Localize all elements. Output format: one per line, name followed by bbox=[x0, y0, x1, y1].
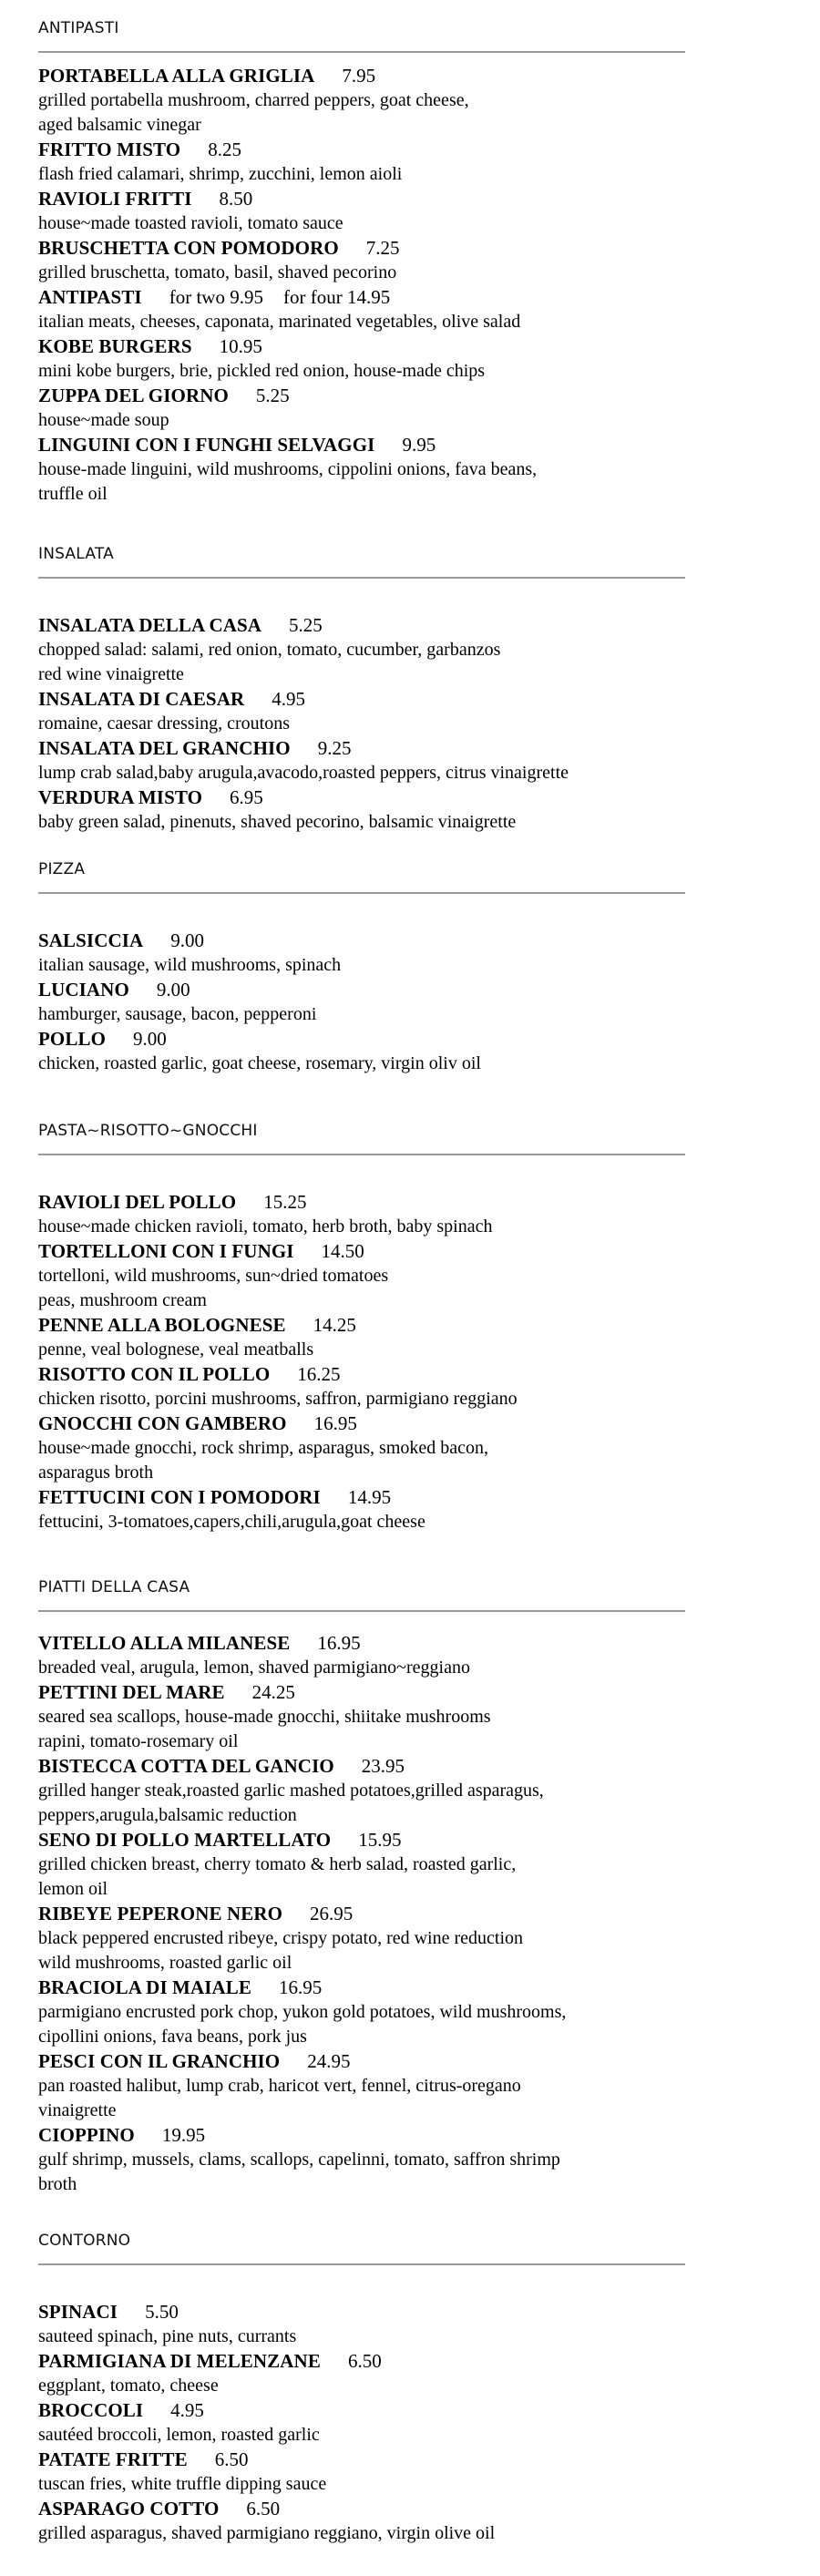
item-price: 26.95 bbox=[310, 1903, 354, 1924]
item-price: 24.95 bbox=[307, 2050, 351, 2072]
item-description: fettucini, 3-tomatoes,capers,chili,arugula,goat cheese bbox=[38, 1512, 425, 1532]
item-description: pan roasted halibut, lump crab, haricot vert, fennel, citrus-oregano bbox=[38, 2076, 521, 2096]
item-price: 6.50 bbox=[246, 2498, 281, 2520]
menu-item bbox=[38, 1828, 685, 1902]
item-price: 5.25 bbox=[289, 614, 323, 636]
item-price: 5.50 bbox=[145, 2301, 179, 2323]
item-description: cipollini onions, fava beans, pork jus bbox=[38, 2027, 307, 2047]
item-name: PARMIGIANA DI MELENZANE bbox=[38, 2350, 321, 2372]
menu-item bbox=[38, 1485, 685, 1534]
item-price-large: for four 14.95 bbox=[282, 286, 391, 308]
menu-item bbox=[38, 2123, 685, 2197]
item-price: 14.50 bbox=[321, 1240, 364, 1262]
item-description: gulf shrimp, mussels, clams, scallops, capelinni, tomato, saffron shrimp bbox=[38, 2150, 560, 2170]
item-name: PESCI CON IL GRANCHIO bbox=[38, 2050, 281, 2072]
section-pizza bbox=[38, 859, 685, 1073]
item-name: BISTECCA COTTA DEL GANCIO bbox=[38, 1755, 334, 1777]
item-price: 24.25 bbox=[251, 1681, 295, 1703]
item-name: SENO DI POLLO MARTELLATO bbox=[38, 1829, 332, 1851]
menu-item-list bbox=[38, 1631, 685, 2197]
item-description: italian meats, cheeses, caponata, marinated vegetables, olive salad bbox=[38, 312, 521, 332]
menu-item bbox=[38, 2497, 685, 2546]
item-name: ZUPPA DEL GIORNO bbox=[38, 385, 229, 406]
menu-item bbox=[38, 334, 685, 384]
menu-item-list bbox=[38, 64, 685, 507]
item-name: VERDURA MISTO bbox=[38, 786, 203, 808]
item-price: 5.25 bbox=[255, 385, 290, 406]
item-name: ASPARAGO COTTO bbox=[38, 2498, 220, 2520]
item-price: 16.95 bbox=[279, 1976, 323, 1998]
menu-item bbox=[38, 2300, 685, 2349]
item-name: RAVIOLI FRITTI bbox=[38, 188, 192, 210]
section-divider bbox=[38, 2263, 685, 2265]
menu-item bbox=[38, 1313, 685, 1362]
item-name: RISOTTO CON IL POLLO bbox=[38, 1363, 271, 1385]
item-name: FETTUCINI CON I POMODORI bbox=[38, 1486, 321, 1508]
item-price: 9.00 bbox=[170, 929, 205, 951]
item-price: 9.00 bbox=[133, 1028, 167, 1050]
item-price: 6.95 bbox=[230, 786, 263, 808]
section-divider bbox=[38, 892, 685, 894]
menu-item bbox=[38, 285, 685, 334]
menu-item bbox=[38, 736, 685, 785]
section-heading: PIATTI DELLA CASA bbox=[38, 1578, 190, 1596]
item-description: italian sausage, wild mushrooms, spinach bbox=[38, 955, 342, 975]
item-description: sautéed broccoli, lemon, roasted garlic bbox=[38, 2425, 320, 2445]
section-divider bbox=[38, 51, 685, 53]
item-description: eggplant, tomato, cheese bbox=[38, 2376, 219, 2396]
menu-item bbox=[38, 384, 685, 433]
item-name: BROCCOLI bbox=[38, 2399, 144, 2421]
section-divider bbox=[38, 1154, 685, 1155]
item-description: peas, mushroom cream bbox=[38, 1290, 207, 1310]
item-description: house~made gnocchi, rock shrimp, asparagus, smoked bacon, bbox=[38, 1438, 489, 1458]
item-description: hamburger, sausage, bacon, pepperoni bbox=[38, 1004, 317, 1024]
menu-item bbox=[38, 1411, 685, 1485]
item-name: POLLO bbox=[38, 1028, 107, 1050]
item-description: mini kobe burgers, brie, pickled red onion, house-made chips bbox=[38, 361, 486, 381]
item-description: chicken risotto, porcini mushrooms, saffron, parmigiano reggiano bbox=[38, 1389, 518, 1409]
item-description: aged balsamic vinegar bbox=[38, 115, 201, 135]
item-name: BRACIOLA DI MAIALE bbox=[38, 1976, 251, 1998]
menu-item bbox=[38, 1976, 685, 2049]
item-price: 9.00 bbox=[156, 979, 190, 1001]
menu-item-list bbox=[38, 613, 685, 835]
item-price: 8.50 bbox=[219, 188, 253, 210]
item-name: INSALATA DI CAESAR bbox=[38, 688, 245, 710]
item-name: RAVIOLI DEL POLLO bbox=[38, 1191, 237, 1213]
item-description: truffle oil bbox=[38, 484, 108, 504]
item-name: PATATE FRITTE bbox=[38, 2448, 188, 2470]
item-price: 4.95 bbox=[170, 2399, 204, 2421]
item-description: wild mushrooms, roasted garlic oil bbox=[38, 1953, 292, 1973]
menu-item bbox=[38, 2398, 685, 2448]
menu-item bbox=[38, 2448, 685, 2497]
menu-item bbox=[38, 1027, 685, 1076]
item-name: INSALATA DEL GRANCHIO bbox=[38, 737, 291, 759]
item-price: 9.25 bbox=[317, 737, 352, 759]
item-price: 16.95 bbox=[313, 1412, 357, 1434]
item-name: LINGUINI CON I FUNGHI SELVAGGI bbox=[38, 434, 375, 456]
menu-item bbox=[38, 64, 685, 138]
section-heading: INSALATA bbox=[38, 545, 114, 563]
item-name: PORTABELLA ALLA GRIGLIA bbox=[38, 65, 315, 87]
item-description: grilled portabella mushroom, charred peppers, goat cheese, bbox=[38, 90, 469, 110]
item-name: VITELLO ALLA MILANESE bbox=[38, 1632, 291, 1654]
item-name: TORTELLONI CON I FUNGI bbox=[38, 1240, 294, 1262]
item-description: house~made chicken ravioli, tomato, herb broth, baby spinach bbox=[38, 1216, 493, 1237]
item-description: chopped salad: salami, red onion, tomato, cucumber, garbanzos bbox=[38, 640, 501, 660]
menu-item bbox=[38, 613, 685, 687]
item-description: red wine vinaigrette bbox=[38, 664, 184, 684]
item-name: BRUSCHETTA CON POMODORO bbox=[38, 237, 339, 259]
menu-item bbox=[38, 1190, 685, 1239]
item-description: lemon oil bbox=[38, 1879, 108, 1899]
item-price: 14.95 bbox=[347, 1486, 392, 1508]
item-name: SPINACI bbox=[38, 2301, 118, 2323]
item-price: 15.25 bbox=[263, 1191, 307, 1213]
menu-item bbox=[38, 2049, 685, 2123]
item-description: flash fried calamari, shrimp, zucchini, lemon aioli bbox=[38, 164, 403, 184]
item-price: 6.50 bbox=[347, 2350, 382, 2372]
item-description: asparagus broth bbox=[38, 1462, 154, 1483]
item-name: SALSICCIA bbox=[38, 929, 144, 951]
menu-item bbox=[38, 929, 685, 978]
item-description: chicken, roasted garlic, goat cheese, rosemary, virgin oliv oil bbox=[38, 1053, 481, 1073]
item-description: seared sea scallops, house-made gnocchi, shiitake mushrooms bbox=[38, 1707, 491, 1727]
item-name: KOBE BURGERS bbox=[38, 335, 192, 357]
menu-item bbox=[38, 1239, 685, 1313]
item-description: tortelloni, wild mushrooms, sun~dried tomatoes bbox=[38, 1266, 389, 1286]
section-insalata bbox=[38, 544, 685, 832]
item-price: for two 9.95 bbox=[169, 286, 263, 308]
section-heading: PIZZA bbox=[38, 860, 86, 878]
menu-item bbox=[38, 187, 685, 236]
item-description: black peppered encrusted ribeye, crispy potato, red wine reduction bbox=[38, 1928, 524, 1948]
item-price: 16.25 bbox=[297, 1363, 341, 1385]
section-heading: ANTIPASTI bbox=[38, 19, 119, 37]
item-description: rapini, tomato-rosemary oil bbox=[38, 1731, 239, 1751]
item-name: GNOCCHI CON GAMBERO bbox=[38, 1412, 287, 1434]
item-price: 6.50 bbox=[214, 2448, 249, 2470]
menu-item bbox=[38, 138, 685, 187]
item-description: broth bbox=[38, 2174, 77, 2194]
item-description: romaine, caesar dressing, croutons bbox=[38, 713, 291, 734]
section-piatti-della-casa bbox=[38, 1577, 685, 2194]
item-description: house~made toasted ravioli, tomato sauce bbox=[38, 213, 343, 233]
item-description: grilled bruschetta, tomato, basil, shaved pecorino bbox=[38, 262, 397, 282]
item-price: 16.95 bbox=[317, 1632, 361, 1654]
menu-item bbox=[38, 2349, 685, 2398]
item-price: 7.25 bbox=[365, 237, 400, 259]
item-price: 7.95 bbox=[342, 65, 376, 87]
item-description: tuscan fries, white truffle dipping sauce bbox=[38, 2474, 327, 2494]
item-name: RIBEYE PEPERONE NERO bbox=[38, 1903, 283, 1924]
item-price: 19.95 bbox=[161, 2124, 206, 2146]
menu-item-list bbox=[38, 929, 685, 1076]
item-price: 23.95 bbox=[361, 1755, 405, 1777]
item-name: FRITTO MISTO bbox=[38, 139, 181, 160]
menu-item bbox=[38, 1902, 685, 1976]
item-price: 10.95 bbox=[219, 335, 262, 357]
section-heading: PASTA~RISOTTO~GNOCCHI bbox=[38, 1122, 258, 1140]
item-description: grilled hanger steak,roasted garlic mashed potatoes,grilled asparagus, bbox=[38, 1781, 544, 1801]
menu-item bbox=[38, 1631, 685, 1680]
menu-item bbox=[38, 687, 685, 736]
item-description: penne, veal bolognese, veal meatballs bbox=[38, 1339, 314, 1360]
menu-item bbox=[38, 236, 685, 285]
section-contorno bbox=[38, 2231, 685, 2543]
menu-item-list bbox=[38, 2300, 685, 2546]
section-divider bbox=[38, 577, 685, 579]
item-name: ANTIPASTI bbox=[38, 286, 142, 308]
menu-item bbox=[38, 1754, 685, 1828]
item-description: parmigiano encrusted pork chop, yukon gold potatoes, wild mushrooms, bbox=[38, 2002, 567, 2022]
section-heading: CONTORNO bbox=[38, 2232, 131, 2250]
item-name: CIOPPINO bbox=[38, 2124, 135, 2146]
item-price: 8.25 bbox=[208, 139, 241, 160]
menu-item bbox=[38, 1362, 685, 1411]
item-description: sauteed spinach, pine nuts, currants bbox=[38, 2326, 297, 2346]
item-description: breaded veal, arugula, lemon, shaved parmigiano~reggiano bbox=[38, 1657, 470, 1678]
menu-item bbox=[38, 1680, 685, 1754]
item-description: peppers,arugula,balsamic reduction bbox=[38, 1805, 297, 1825]
item-price: 4.95 bbox=[272, 688, 305, 710]
section-pasta bbox=[38, 1121, 685, 1532]
item-description: house-made linguini, wild mushrooms, cippolini onions, fava beans, bbox=[38, 459, 538, 479]
item-name: PENNE ALLA BOLOGNESE bbox=[38, 1314, 286, 1336]
item-price: 14.25 bbox=[313, 1314, 356, 1336]
section-divider bbox=[38, 1610, 685, 1612]
item-description: lump crab salad,baby arugula,avacodo,roasted peppers, citrus vinaigrette bbox=[38, 763, 569, 783]
item-description: house~made soup bbox=[38, 410, 169, 430]
item-description: grilled chicken breast, cherry tomato & herb salad, roasted garlic, bbox=[38, 1854, 517, 1874]
item-name: PETTINI DEL MARE bbox=[38, 1681, 225, 1703]
item-name: INSALATA DELLA CASA bbox=[38, 614, 262, 636]
section-antipasti bbox=[38, 18, 685, 504]
item-description: grilled asparagus, shaved parmigiano reggiano, virgin olive oil bbox=[38, 2523, 496, 2543]
item-description: baby green salad, pinenuts, shaved pecorino, balsamic vinaigrette bbox=[38, 812, 517, 832]
menu-item bbox=[38, 433, 685, 507]
menu-item bbox=[38, 785, 685, 835]
item-description: vinaigrette bbox=[38, 2100, 117, 2120]
item-name: LUCIANO bbox=[38, 979, 129, 1001]
item-price: 9.95 bbox=[402, 434, 436, 456]
menu-item-list bbox=[38, 1190, 685, 1534]
item-price: 15.95 bbox=[358, 1829, 402, 1851]
menu-item bbox=[38, 978, 685, 1027]
